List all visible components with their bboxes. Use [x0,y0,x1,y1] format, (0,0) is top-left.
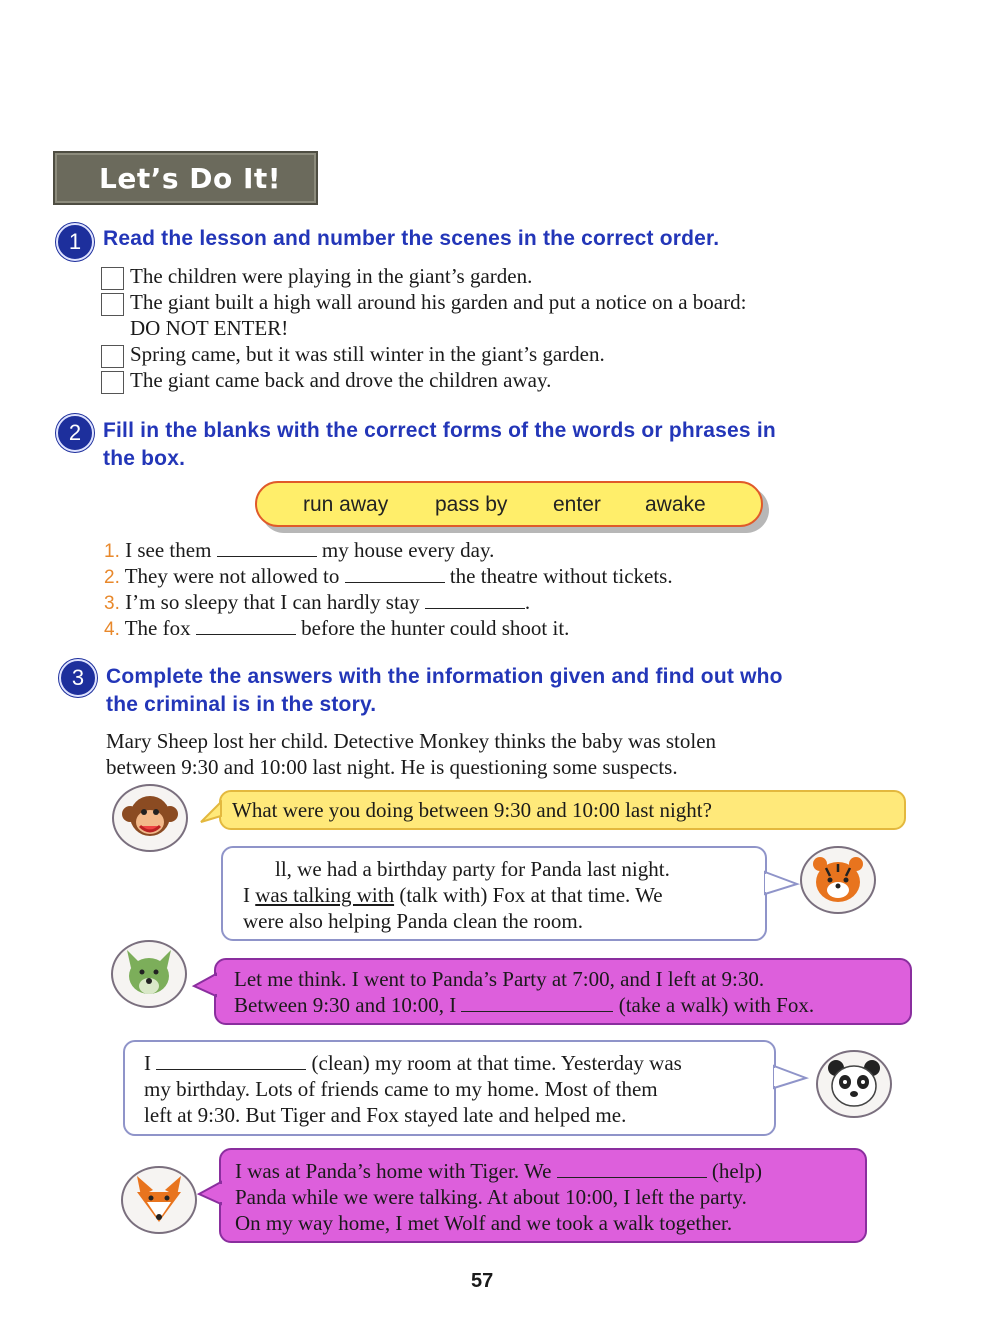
monkey-avatar [112,784,188,852]
exercise-4-before: The fox [124,616,191,640]
section-1-instruction: Read the lesson and number the scenes in the correct order. [103,227,720,250]
scene-3-text: Spring came, but it was still winter in the giant’s garden. [130,342,605,366]
monkey-speech-bubble [219,790,906,830]
section-2-number: 2 [56,414,94,452]
exercise-1-number: 1. [104,541,120,562]
panda-line1-post: (clean) my room at that time. Yesterday was [311,1051,682,1075]
tiger-bubble-tail [765,868,799,898]
wolf-line2-post: (take a walk) with Fox. [618,993,815,1017]
exercise-4 [104,615,569,643]
exercise-2-after: the theatre without tickets. [449,564,673,588]
fox-line3: On my way home, I met Wolf and we took a walk together. [235,1211,733,1235]
section-3-number: 3 [59,659,97,697]
fox-face-icon [129,1172,189,1228]
fox-answer-blank[interactable] [557,1158,707,1178]
scene-3-checkbox[interactable] [101,345,124,368]
tiger-line2 [243,882,663,908]
monkey-question: What were you doing between 9:30 and 10:00 last night? [232,798,712,822]
exercise-1-after: my house every day. [321,538,495,562]
fox-avatar [121,1166,197,1234]
panda-line1 [144,1050,682,1076]
scene-4-text: The giant came back and drove the children away. [130,368,552,392]
wolf-line2 [234,992,814,1018]
page-number: 57 [471,1270,494,1292]
tiger-face-icon [808,852,868,908]
scene-2-checkbox[interactable] [101,293,124,316]
section-1-number: 1 [56,223,94,261]
panda-bubble-tail [774,1062,808,1092]
scene-1-text: The children were playing in the giant’s garden. [130,264,533,288]
panda-line2: my birthday. Lots of friends came to my home. Most of them [144,1077,658,1101]
exercise-2 [104,563,673,591]
fox-bubble-tail [197,1180,223,1206]
monkey-face-icon [120,790,180,846]
tiger-line3: were also helping Panda clean the room. [243,909,583,933]
tiger-line2-post: (talk with) Fox at that time. We [399,883,663,907]
exercise-2-blank[interactable] [345,563,445,583]
exercise-3-before: I’m so sleepy that I can hardly stay [125,590,420,614]
section-header [53,151,318,205]
section-3-instruction-line2: the criminal is in the story. [106,693,377,716]
exercise-1-before: I see them [125,538,212,562]
scene-2-text-continued: DO NOT ENTER! [130,316,289,340]
word-run-away: run away [303,493,389,516]
word-box [255,481,763,527]
story-intro-line1: Mary Sheep lost her child. Detective Monkey thinks the baby was stolen [106,729,717,753]
exercise-2-before: They were not allowed to [124,564,340,588]
word-awake: awake [645,493,706,516]
story-intro-line2: between 9:30 and 10:00 last night. He is questioning some suspects. [106,755,678,779]
scene-1-checkbox[interactable] [101,267,124,290]
tiger-speech-bubble [221,846,767,941]
word-enter: enter [553,493,601,516]
exercise-3 [104,589,530,617]
exercise-3-number: 3. [104,593,120,614]
panda-line1-pre: I [144,1051,151,1075]
panda-line3: left at 9:30. But Tiger and Fox stayed late and helped me. [144,1103,627,1127]
panda-answer-blank[interactable] [156,1050,306,1070]
tiger-line2-pre: I [243,883,250,907]
header-title: Let’s Do It! [99,162,282,195]
panda-face-icon [824,1056,884,1112]
panda-speech-bubble [123,1040,776,1136]
exercise-1-blank[interactable] [217,537,317,557]
tiger-avatar [800,846,876,914]
section-2-instruction-line2: the box. [103,447,186,470]
fox-line1-post: (help) [711,1159,763,1183]
exercise-3-after: . [524,590,531,614]
wolf-answer-blank[interactable] [461,992,613,1012]
scene-4-checkbox[interactable] [101,371,124,394]
fox-line1-pre: I was at Panda’s home with Tiger. We [235,1159,552,1183]
wolf-avatar [111,940,187,1008]
monkey-bubble-tail [199,800,223,824]
fox-speech-bubble [219,1148,867,1243]
exercise-1 [104,537,494,565]
word-pass-by: pass by [435,493,508,516]
fox-line1 [235,1158,762,1184]
wolf-bubble-tail [192,972,218,998]
section-2-instruction-line1: Fill in the blanks with the correct forms of the words or phrases in [103,419,776,442]
wolf-speech-bubble [214,958,912,1025]
exercise-4-number: 4. [104,619,120,640]
exercise-3-blank[interactable] [425,589,525,609]
wolf-line1: Let me think. I went to Panda’s Party at 7:00, and I left at 9:30. [234,967,765,991]
exercise-2-number: 2. [104,567,120,588]
panda-avatar [816,1050,892,1118]
scene-2-text: The giant built a high wall around his garden and put a notice on a board: [130,290,747,314]
tiger-line2-answer: was talking with [255,883,395,907]
exercise-4-blank[interactable] [196,615,296,635]
wolf-face-icon [119,946,179,1002]
tiger-line1: ll, we had a birthday party for Panda last night. [275,857,670,881]
fox-line2: Panda while we were talking. At about 10:00, I left the party. [235,1185,747,1209]
section-3-instruction-line1: Complete the answers with the information given and find out who [106,665,783,688]
exercise-4-after: before the hunter could shoot it. [301,616,570,640]
wolf-line2-pre: Between 9:30 and 10:00, I [234,993,457,1017]
